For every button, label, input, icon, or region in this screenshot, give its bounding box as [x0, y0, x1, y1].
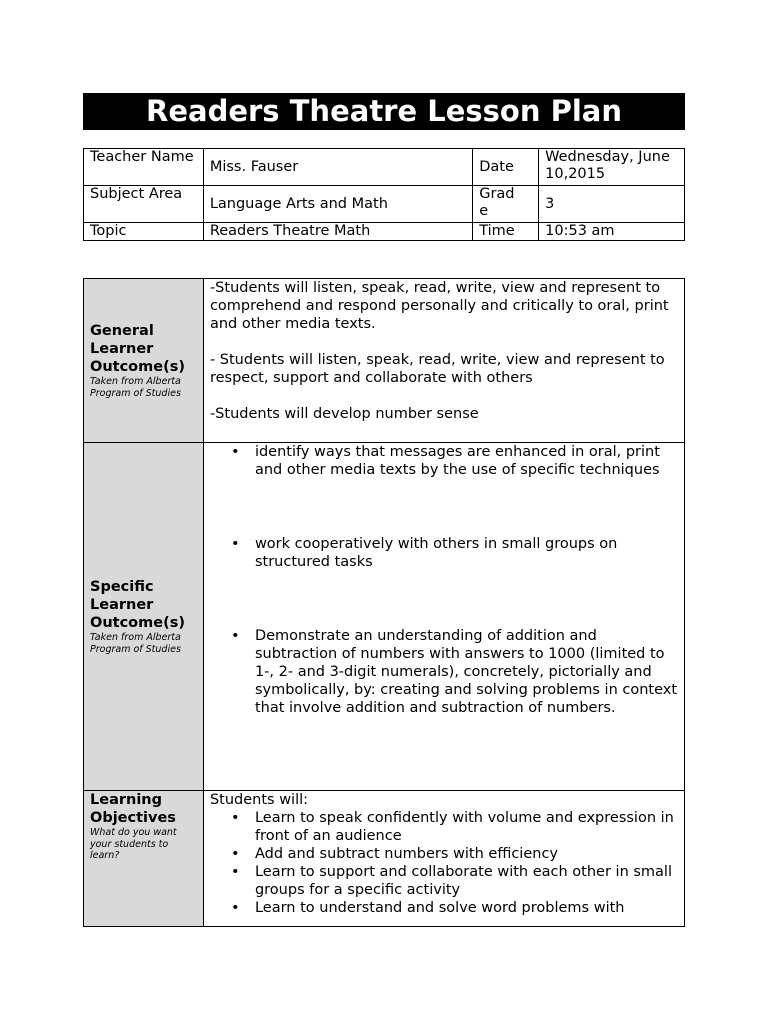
list-item: • Learn to understand and solve word problems with	[210, 899, 678, 917]
learning-objectives-note: What do you want your students to learn?	[90, 827, 177, 861]
date-value: Wednesday, June 10,2015	[539, 149, 685, 186]
general-outcome-paragraph: -Students will develop number sense	[209, 406, 479, 422]
teacher-name-value: Miss. Fauser	[203, 149, 472, 186]
learning-objectives-intro: Students will:	[209, 792, 309, 808]
general-outcome-note: Taken from Alberta Program of Studies	[90, 376, 181, 399]
list-item: • Learn to support and collaborate with each other in small groups for a specific activity	[210, 863, 678, 899]
grade-label: Grade	[473, 186, 539, 223]
list-item: • Learn to speak confidently with volume and expression in front of an audience	[210, 809, 678, 845]
time-value: 10:53 am	[539, 223, 685, 241]
date-label: Date	[473, 149, 539, 186]
specific-outcome-note: Taken from Alberta Program of Studies	[90, 632, 181, 655]
list-item: • identify ways that messages are enhanced in oral, print and other media texts by the use of specific techniques	[210, 443, 678, 479]
topic-value: Readers Theatre Math	[203, 223, 472, 241]
general-outcome-content	[203, 279, 684, 443]
general-outcome-heading: General Learner Outcome(s)	[90, 323, 185, 375]
teacher-name-label: Teacher Name	[84, 149, 204, 186]
subject-area-value: Language Arts and Math	[203, 186, 472, 223]
general-outcome-paragraph: - Students will listen, speak, read, write, view and represent to respect, support and collaborate with others	[209, 352, 665, 386]
outcomes-table	[83, 278, 685, 927]
page-title: Readers Theatre Lesson Plan	[83, 93, 685, 130]
lesson-header-table	[83, 148, 685, 241]
specific-outcome-header	[84, 443, 204, 791]
specific-outcome-content	[203, 443, 684, 791]
topic-label: Topic	[84, 223, 204, 241]
specific-outcome-heading: Specific Learner Outcome(s)	[90, 579, 185, 631]
list-item: • Add and subtract numbers with efficiency	[210, 845, 678, 863]
learning-objectives-header	[84, 791, 204, 927]
list-item: • work cooperatively with others in small groups on structured tasks	[210, 535, 678, 571]
general-outcome-paragraph: -Students will listen, speak, read, write, view and represent to comprehend and respond personally and critically to oral, print and other media texts.	[209, 280, 669, 332]
list-item: • Demonstrate an understanding of addition and subtraction of numbers with answers to 1000 (limited to 1-, 2- and 3-digit numerals), concretely, pictorially and symbolically, by: creating and solving problems in context that involve addition and subtraction of numbers.	[210, 627, 678, 717]
general-outcome-header	[84, 279, 204, 443]
time-label: Time	[473, 223, 539, 241]
learning-objectives-content	[203, 791, 684, 927]
grade-value: 3	[539, 186, 685, 223]
subject-area-label: Subject Area	[84, 186, 204, 223]
learning-objectives-heading: Learning Objectives	[90, 792, 176, 826]
